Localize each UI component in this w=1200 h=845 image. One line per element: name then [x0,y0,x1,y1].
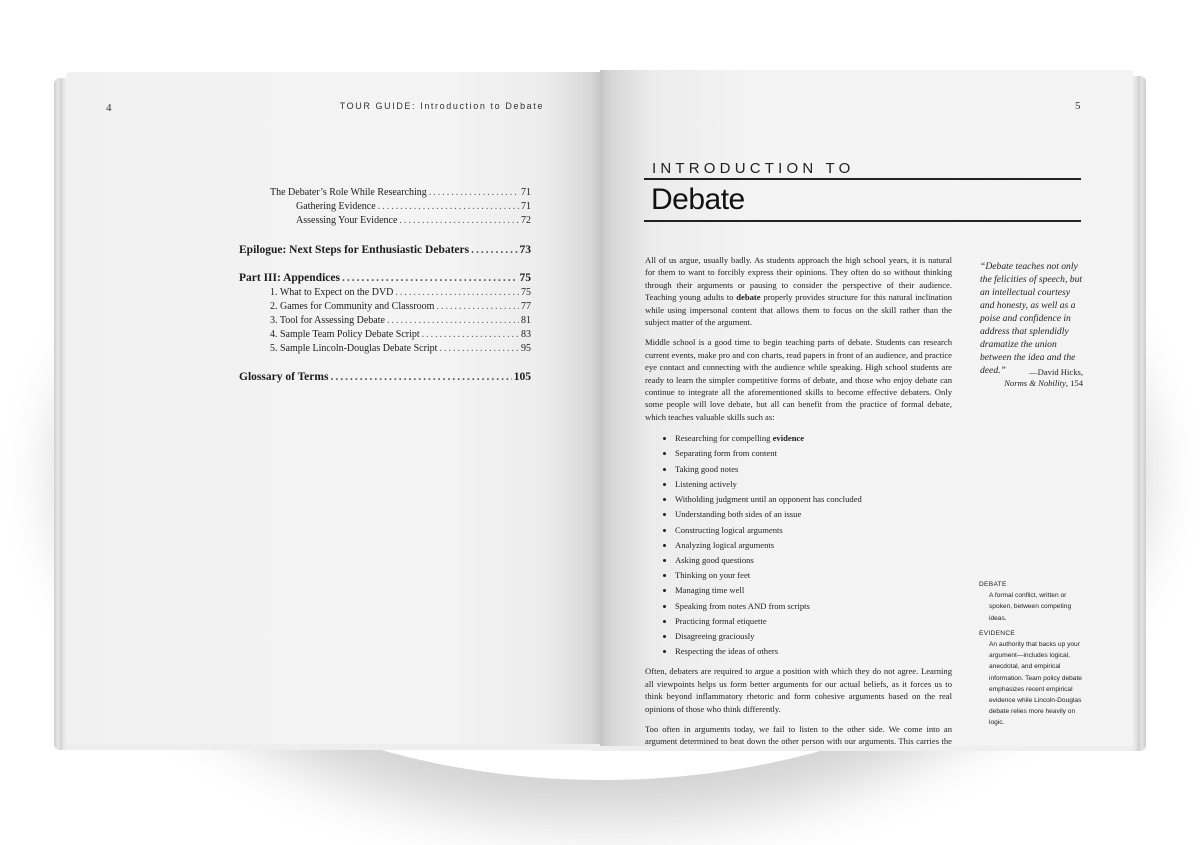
toc-entry-title: Glossary of Terms [239,370,329,383]
paragraph: Too often in arguments today, we fail to listen to the other side. We come into an argument determined to beat down the other person with our arguments. This carries the [645,723,952,746]
toc-entry [239,214,531,228]
toc-entry [239,314,531,328]
list-item: • Taking good notes [675,462,952,477]
chapter-rule-top [644,178,1081,180]
list-item: • Thinking on your feet [675,568,952,583]
right-page [600,70,1133,746]
list-item: • Disagreeing graciously [675,629,952,644]
toc-entry-page: 75 [519,271,531,284]
toc-entry-title: Gathering Evidence [296,201,376,213]
toc-entry-title: The Debater’s Role While Researching [270,187,427,198]
toc-entry [239,286,531,300]
toc-entry-major [239,369,531,385]
skills-list [645,431,952,659]
toc-entry [239,300,531,314]
toc-entry-title: 5. Sample Lincoln-Douglas Debate Script [270,343,438,355]
quote-page: , 154 [1065,378,1083,388]
chapter-label: INTRODUCTION TO [652,160,855,177]
list-item: • Analyzing logical arguments [675,538,952,553]
list-item: • Practicing formal etiquette [675,614,952,629]
toc-entry-page: 73 [519,243,531,256]
toc-entry [239,328,531,342]
list-item: • Understanding both sides of an issue [675,507,952,522]
toc-entry-page: 75 [521,286,531,298]
quote-author: —David Hicks, [1029,367,1083,377]
page-number-right: 5 [1075,100,1081,112]
toc-entry-title: 3. Tool for Assessing Debate [270,315,385,327]
running-head: TOUR GUIDE: Introduction to Debate [339,101,544,111]
body-text [645,254,952,746]
toc-entry-page: 71 [521,201,531,213]
toc-entry-title: 2. Games for Community and Classroom [270,300,435,312]
toc-entry-title: Assessing Your Evidence [296,215,398,227]
list-item: • Speaking from notes AND from scripts [675,599,952,614]
toc-entry-title: 1. What to Expect on the DVD [270,286,394,298]
toc-entry-page: 77 [521,300,531,312]
list-item: • Witholding judgment until an opponent has concluded [675,492,952,507]
toc-entry-page: 81 [521,315,531,327]
list-item: • Respecting the ideas of others [675,644,952,659]
paragraph: All of us argue, usually badly. As students approach the high school years, it is natural for them to want to forcibly express their opinions. They often do so without thinking through their arguments or pausing to consider the perspective of their audience. Teaching young adults to debate properly provides structure for this natural inclination while using impersonal content that allows them to focus on the skill rather than the subject matter of the argument. [645,255,952,328]
toc-entry-page: 83 [521,329,531,341]
glossary-definition: An authority that backs up your argument—includes logical, anecdotal, and empirical information. Team policy debate emphasizes recent empirical evidence while Lincoln-Douglas debate relies more heavily on logic. [989,641,1082,727]
toc-entry-major [239,242,531,258]
quote-attribution [980,367,1083,389]
list-item: • Separating form from content [675,446,952,461]
table-of-contents [239,186,531,385]
chapter-rule-bottom [644,220,1081,222]
paragraph: Often, debaters are required to argue a position with which they do not agree. Learning all viewpoints helps us form better arguments for our actual beliefs, as it forces us to think beyond inflammatory rhetoric and form cohesive arguments based on the real opinions of those who think differently. [645,666,952,714]
paragraph: Middle school is a good time to begin teaching parts of debate. Students can research current events, make pro and con charts, read papers in front of an audience, and practice eye contact and connecting with the audience while speaking. High school students are ready to learn the simpler competitive forms of debate, and those who enjoy debate can continue to integrate all the aforementioned skills to become effective debaters. Only some people will love debate, but all can benefit from the practice of formal debate, which teaches valuable skills such as: [645,337,952,422]
glossary-term-highlight: debate [736,292,761,303]
glossary-term-highlight: evidence [772,433,805,444]
chapter-title: Debate [651,183,745,216]
toc-entry-page: 105 [513,370,531,383]
list-item: • Managing time well [675,583,952,598]
page-number-left: 4 [106,102,112,114]
toc-entry-title: Part III: Appendices [239,271,340,284]
toc-entry-page: 71 [521,187,531,198]
toc-entry-title: 4. Sample Team Policy Debate Script [270,329,420,341]
toc-entry-major [239,270,531,286]
sidebar-glossary [979,579,1089,733]
quote-source: Norms & Nobility [1004,378,1066,388]
pull-quote: “Debate teaches not only the felicities of speech, but an intellectual courtesy and honesty, as well as a poise and confidence in address that splendidly dramatize the union between the idea and the deed.” [980,261,1083,376]
toc-entry [239,342,531,356]
list-item: • Constructing logical arguments [675,523,952,538]
glossary-term: EVIDENCE [979,629,1016,637]
toc-entry-title: Epilogue: Next Steps for Enthusiastic Debaters [239,243,470,256]
glossary-term: DEBATE [979,581,1007,588]
list-item: • Researching for compelling evidence [675,431,952,446]
toc-entry-page: 72 [521,215,531,227]
toc-entry [239,200,531,214]
left-page [66,72,600,744]
toc-entry [239,186,531,200]
list-item: • Asking good questions [675,553,952,568]
list-item: • Listening actively [675,477,952,492]
toc-entry-page: 95 [521,343,531,355]
glossary-definition: A formal conflict, written or spoken, between competing ideas. [989,592,1072,622]
